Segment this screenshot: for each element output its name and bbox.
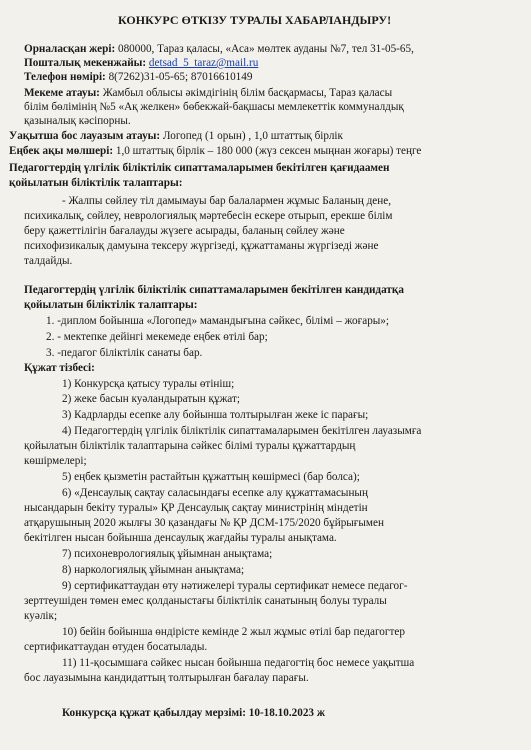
- doc-item-6-line-2: нысандарын бекіту туралы» ҚР Денсаулық сақтау министрінің міндетін: [24, 502, 368, 514]
- institution-text-1: Жамбыл облысы әкімдігінің білім басқармасы, Тараз қаласы: [102, 87, 393, 99]
- req1-heading-2: қойылатын біліктілік талаптары:: [9, 177, 183, 189]
- doc-item-3: 3) Кадрларды есепке алу бойынша толтырылған жеке іс парағы;: [62, 409, 369, 421]
- req2-item-2: 2. - мектепке дейінгі мекемеде еңбек өтілі бар;: [46, 331, 268, 343]
- doc-item-9-line-1: 9) сертификаттаудан өту нәтижелері туралы сертификат немесе педагог-: [62, 580, 408, 592]
- salary-line: [9, 145, 421, 158]
- doc-item-6-line-4: бекітілген нысан бойынша денсаулық жағдайы туралы анықтама.: [24, 532, 337, 544]
- document-title: КОНКУРС ӨТКІЗУ ТУРАЛЫ ХАБАРЛАНДЫРУ!: [118, 13, 392, 27]
- doc-item-6-line-3: атқарушының 2020 жылғы 30 қазандағы № ҚР ДСМ-175/2020 бұйрығымен: [24, 517, 384, 529]
- docs-heading: Құжат тізбесі:: [24, 362, 95, 374]
- doc-item-10-line-1: 10) бейін бойынша өндірісте кемінде 2 жыл жұмыс өтілі бар педагогтер: [62, 626, 405, 638]
- req2-item-3: 3. -педагог біліктілік санаты бар.: [46, 347, 203, 359]
- institution-line-2: білім бөлімінің №5 «Ақ желкен» бөбекжай-бақшасы мемлекеттік коммуналдық: [24, 101, 404, 113]
- doc-item-5: 5) еңбек қызметін растайтын құжаттың көшірмесі (бар болса);: [62, 471, 360, 483]
- vacancy-line: [9, 130, 343, 143]
- doc-item-4-line-3: көшірмелері;: [24, 455, 87, 467]
- email-link[interactable]: detsad_5_taraz@mail.ru: [148, 57, 259, 69]
- doc-item-4-line-2: қойылатын біліктілік талаптарына сәйкес білімі туралы құжаттардың: [24, 440, 356, 452]
- phone-label: Телефон нөмірі:: [24, 71, 106, 83]
- req2-heading-2: қойылатын біліктілік талаптары:: [24, 299, 198, 311]
- doc-item-7: 7) психоневрологиялық ұйымнан анықтама;: [62, 548, 273, 560]
- doc-item-6-line-1: 6) «Денсаулық сақтау саласындағы есепке алу құжаттамасының: [62, 487, 368, 499]
- doc-item-4-line-1: 4) Педагогтердің үлгілік біліктілік сипаттамаларымен бекітілген лауазымға: [62, 425, 422, 437]
- salary-value: 1,0 штаттық бірлік – 180 000 (жүз сексен мыңнан жоғары) теңге: [115, 145, 422, 157]
- phone-line: [24, 71, 252, 84]
- address-value: 080000, Тараз қаласы, «Аса» мөлтек ауданы №7, тел 31-05-65,: [117, 43, 414, 55]
- deadline-text: Конкурсқа құжат қабылдау мерзімі: 10-18.10.2023 ж: [62, 707, 325, 719]
- req1-heading-1: Педагогтердің үлгілік біліктілік сипаттамаларымен бекітілген қағидаамен: [9, 162, 390, 174]
- req2-item-1: 1. -диплом бойынша «Логопед» мамандығына сәйкес, білімі – жоғары»;: [46, 315, 390, 327]
- doc-item-11-line-2: бос лауазымына кандидаттың толтырылған бағалау парағы.: [24, 672, 309, 684]
- doc-item-8: 8) наркологиялық ұйымнан анықтама;: [62, 564, 245, 576]
- vacancy-value: Логопед (1 орын) , 1,0 штаттық бірлік: [162, 130, 343, 142]
- phone-value: 8(7262)31-05-65; 87016610149: [108, 71, 253, 83]
- req1-text-2: психикалық, сөйлеу, неврологиялық мәртебесін ескере отырып, ерекше білім: [24, 210, 393, 222]
- doc-item-11-line-1: 11) 11-қосымшаға сәйкес нысан бойынша педагогтің бос немесе уақытша: [62, 657, 415, 669]
- institution-line-1: [24, 87, 392, 100]
- doc-item-10-line-2: сертификаттаудан өтуден босатылады.: [24, 641, 208, 653]
- email-line: [24, 57, 258, 70]
- doc-item-9-line-3: куәлік;: [24, 610, 58, 622]
- address-label: Орналасқан жері:: [24, 43, 116, 55]
- doc-item-9-line-2: зерттеушіден төмен емес қолданыстағы біліктілік санатының болуы туралы: [24, 595, 387, 607]
- req1-text-4: психофизикалық дамуына тексеру жүргізеді, құжаттаманы жүргізеді және: [24, 240, 379, 252]
- email-label: Пошталық мекенжайы:: [24, 57, 147, 69]
- req2-heading-1: Педагогтердің үлгілік біліктілік сипаттамаларымен бекітілген кандидатқа: [24, 284, 404, 296]
- req1-text-1: - Жалпы сөйлеу тіл дамымауы бар балалармен жұмыс Баланың дене,: [62, 195, 392, 207]
- doc-item-1: 1) Конкурсқа қатысу туралы өтініш;: [62, 378, 235, 390]
- institution-line-3: қазыналық кәсіпорны.: [24, 115, 131, 127]
- address-line: [24, 43, 414, 56]
- salary-label: Еңбек ақы мөлшері:: [9, 145, 114, 157]
- vacancy-label: Уақытша бос лауазым атауы:: [9, 130, 161, 142]
- doc-item-2: 2) жеке басын куәландыратын құжат;: [62, 393, 240, 405]
- req1-text-5: талдайды.: [24, 255, 73, 267]
- req1-text-3: беру қажеттілігін бағалауды жүзеге асырады, баланың сөйлеу және: [24, 225, 345, 237]
- institution-label: Мекеме атауы:: [24, 87, 100, 99]
